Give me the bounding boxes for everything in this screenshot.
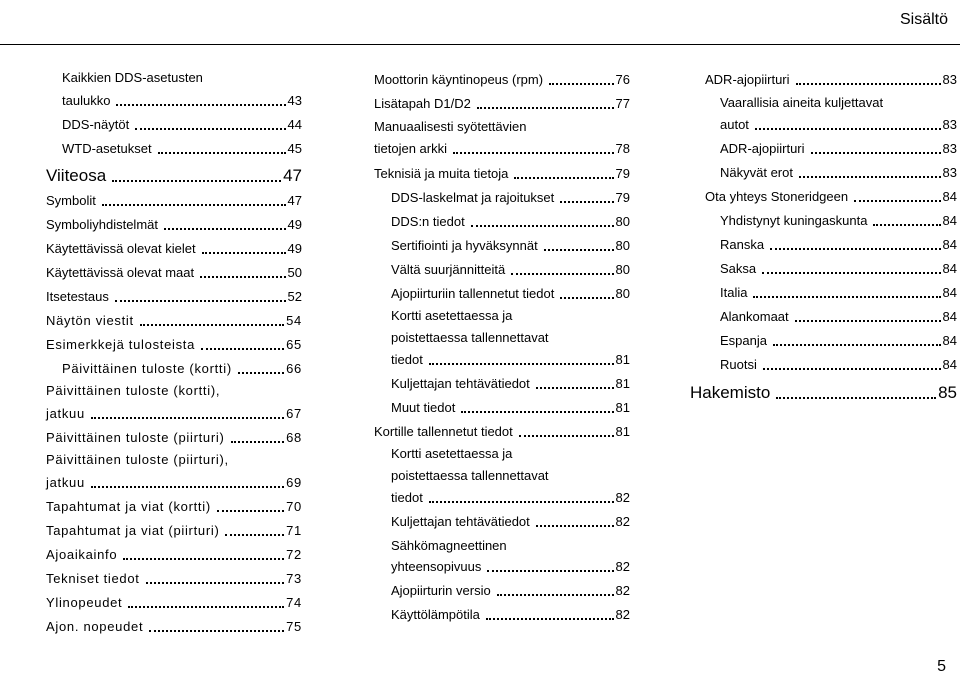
toc-entry[interactable]: Symboliyhdistelmät 49 xyxy=(46,217,302,232)
toc-entry[interactable]: ADR-ajopiirturi 83 xyxy=(720,141,957,156)
page-ref: 54 xyxy=(286,313,302,328)
page-ref: 79 xyxy=(615,190,630,205)
toc-entry[interactable]: Kuljettajan tehtävätiedot 82 xyxy=(391,514,630,529)
page-ref: 66 xyxy=(286,361,302,376)
toc-entry[interactable]: Sertifiointi ja hyväksynnät 80 xyxy=(391,238,630,253)
toc-entry[interactable]: DDS:n tiedot 80 xyxy=(391,214,630,229)
dot-leader xyxy=(519,435,614,437)
toc-entry-line: Vaarallisia aineita kuljettavat xyxy=(720,95,884,110)
page-ref: 84 xyxy=(942,261,957,276)
dot-leader xyxy=(770,248,940,250)
toc-entry[interactable]: Päivittäinen tuloste (piirturi) 68 xyxy=(46,430,302,445)
dot-leader xyxy=(200,276,285,278)
dot-leader xyxy=(776,397,936,399)
dot-leader xyxy=(225,534,284,536)
dot-leader xyxy=(453,152,614,154)
toc-entry-line: Kortti asetettaessa ja xyxy=(391,308,513,323)
page-ref: 77 xyxy=(615,96,630,111)
dot-leader xyxy=(753,296,940,298)
toc-entry[interactable]: Tekniset tiedot 73 xyxy=(46,571,302,586)
page-ref: 82 xyxy=(615,559,630,574)
toc-entry[interactable]: Käytettävissä olevat maat 50 xyxy=(46,265,302,280)
page-ref: 84 xyxy=(942,309,957,324)
page-ref: 83 xyxy=(942,117,957,132)
page-ref: 81 xyxy=(615,400,630,415)
page-ref: 80 xyxy=(615,286,630,301)
page-ref: 82 xyxy=(615,583,630,598)
page-ref: 80 xyxy=(615,214,630,229)
toc-entry[interactable]: Espanja 84 xyxy=(720,333,957,348)
page-ref: 83 xyxy=(942,72,957,87)
page-ref: 73 xyxy=(286,571,302,586)
toc-entry[interactable]: tietojen arkki 78 xyxy=(374,141,630,156)
toc-entry[interactable]: Esimerkkejä tulosteista 65 xyxy=(46,337,302,352)
dot-leader xyxy=(91,486,284,488)
dot-leader xyxy=(854,200,940,202)
page-ref: 67 xyxy=(286,406,302,421)
page-ref: 72 xyxy=(286,547,302,562)
dot-leader xyxy=(115,300,286,302)
toc-entry-line: Sähkömagneettinen xyxy=(391,538,507,553)
page-ref: 69 xyxy=(286,475,302,490)
toc-entry[interactable]: Tapahtumat ja viat (piirturi) 71 xyxy=(46,523,302,538)
toc-entry-line: Päivittäinen tuloste (piirturi), xyxy=(46,452,229,467)
toc-entry[interactable]: Itsetestaus 52 xyxy=(46,289,302,304)
toc-entry[interactable]: DDS-laskelmat ja rajoitukset 79 xyxy=(391,190,630,205)
toc-entry[interactable]: Käyttölämpötila 82 xyxy=(391,607,630,622)
dot-leader xyxy=(201,348,284,350)
toc-entry-line: Manuaalisesti syötettävien xyxy=(374,119,527,134)
dot-leader xyxy=(763,368,941,370)
dot-leader xyxy=(202,252,286,254)
toc-entry[interactable]: jatkuu 69 xyxy=(46,475,302,490)
dot-leader xyxy=(511,273,613,275)
toc-entry[interactable]: Vältä suurjännitteitä 80 xyxy=(391,262,630,277)
dot-leader xyxy=(762,272,940,274)
toc-entry[interactable]: Ruotsi 84 xyxy=(720,357,957,372)
page-ref: 78 xyxy=(615,141,630,156)
page-ref: 84 xyxy=(942,285,957,300)
toc-entry-line: Päivittäinen tuloste (kortti), xyxy=(46,383,221,398)
toc-entry[interactable]: ADR-ajopiirturi 83 xyxy=(705,72,957,87)
page-ref: 84 xyxy=(942,333,957,348)
toc-entry[interactable]: Ota yhteys Stoneridgeen 84 xyxy=(705,189,957,204)
dot-leader xyxy=(217,510,284,512)
page-ref: 81 xyxy=(615,352,630,367)
page-ref: 83 xyxy=(942,165,957,180)
toc-entry[interactable]: taulukko 43 xyxy=(62,93,302,108)
toc-entry-line: poistettaessa tallennettavat xyxy=(391,330,549,345)
dot-leader xyxy=(140,324,284,326)
toc-entry[interactable]: Ajopiirturiin tallennetut tiedot 80 xyxy=(391,286,630,301)
toc-entry[interactable]: Lisätapah D1/D2 77 xyxy=(374,96,630,111)
toc-entry[interactable]: jatkuu 67 xyxy=(46,406,302,421)
dot-leader xyxy=(799,176,941,178)
toc-entry[interactable]: Ajopiirturin versio 82 xyxy=(391,583,630,598)
toc-entry[interactable]: Saksa 84 xyxy=(720,261,957,276)
dot-leader xyxy=(116,104,285,106)
page-ref: 82 xyxy=(615,607,630,622)
page-number: 5 xyxy=(937,658,946,675)
dot-leader xyxy=(549,83,613,85)
toc-entry[interactable]: Näytön viestit 54 xyxy=(46,313,302,328)
dot-leader xyxy=(471,225,614,227)
toc-entry[interactable]: yhteensopivuus 82 xyxy=(391,559,630,574)
toc-entry[interactable]: Tapahtumat ja viat (kortti) 70 xyxy=(46,499,302,514)
dot-leader xyxy=(811,152,941,154)
dot-leader xyxy=(164,228,286,230)
page-ref: 44 xyxy=(287,117,302,132)
dot-leader xyxy=(560,201,613,203)
dot-leader xyxy=(514,177,613,179)
dot-leader xyxy=(102,204,286,206)
page-ref: 81 xyxy=(615,424,630,439)
dot-leader xyxy=(536,387,614,389)
toc-entry[interactable]: Teknisiä ja muita tietoja 79 xyxy=(374,166,630,181)
toc-chapter-entry[interactable]: Viiteosa 47 xyxy=(46,166,302,185)
page-ref: 82 xyxy=(615,490,630,505)
header-rule xyxy=(0,44,960,45)
toc-entry[interactable]: WTD-asetukset 45 xyxy=(62,141,302,156)
toc-entry[interactable]: autot 83 xyxy=(720,117,957,132)
page-ref: 65 xyxy=(286,337,302,352)
page-ref: 81 xyxy=(615,376,630,391)
dot-leader xyxy=(873,224,940,226)
dot-leader xyxy=(536,525,614,527)
page-ref: 82 xyxy=(615,514,630,529)
dot-leader xyxy=(238,372,284,374)
toc-entry[interactable]: Käytettävissä olevat kielet 49 xyxy=(46,241,302,256)
dot-leader xyxy=(795,320,941,322)
page-ref: 74 xyxy=(286,595,302,610)
page-ref: 80 xyxy=(615,262,630,277)
toc-entry[interactable]: DDS-näytöt 44 xyxy=(62,117,302,132)
dot-leader xyxy=(544,249,614,251)
toc-entry[interactable]: Kortille tallennetut tiedot 81 xyxy=(374,424,630,439)
page-ref: 49 xyxy=(287,217,302,232)
toc-entry[interactable]: Ajon. nopeudet 75 xyxy=(46,619,302,634)
page-ref: 80 xyxy=(615,238,630,253)
dot-leader xyxy=(149,630,284,632)
page-ref: 84 xyxy=(942,237,957,252)
toc-chapter-entry[interactable]: Hakemisto 85 xyxy=(690,383,957,402)
dot-leader xyxy=(128,606,284,608)
page-ref: 75 xyxy=(286,619,302,634)
page-ref: 47 xyxy=(283,166,302,185)
page-ref: 79 xyxy=(615,166,630,181)
toc-entry[interactable]: Alankomaat 84 xyxy=(720,309,957,324)
dot-leader xyxy=(755,128,941,130)
page-ref: 45 xyxy=(287,141,302,156)
toc-entry[interactable]: Päivittäinen tuloste (kortti) 66 xyxy=(62,361,302,376)
page-ref: 85 xyxy=(938,383,957,402)
page-ref: 76 xyxy=(615,72,630,87)
page-ref: 47 xyxy=(287,193,302,208)
toc-entry-line: Kortti asetettaessa ja xyxy=(391,446,513,461)
toc-entry[interactable]: tiedot 81 xyxy=(391,352,630,367)
toc-entry[interactable]: Italia 84 xyxy=(720,285,957,300)
toc-entry[interactable]: Moottorin käyntinopeus (rpm) 76 xyxy=(374,72,630,87)
dot-leader xyxy=(158,152,286,154)
page-ref: 68 xyxy=(286,430,302,445)
dot-leader xyxy=(477,107,614,109)
dot-leader xyxy=(497,594,614,596)
dot-leader xyxy=(91,417,284,419)
toc-entry[interactable]: Ajoaikainfo 72 xyxy=(46,547,302,562)
page-ref: 49 xyxy=(287,241,302,256)
toc-entry[interactable]: Yhdistynyt kuningaskunta 84 xyxy=(720,213,957,228)
section-title: Sisältö xyxy=(899,11,948,28)
page-ref: 70 xyxy=(286,499,302,514)
page-ref: 71 xyxy=(286,523,302,538)
toc-entry[interactable]: Kuljettajan tehtävätiedot 81 xyxy=(391,376,630,391)
dot-leader xyxy=(773,344,941,346)
page-ref: 84 xyxy=(942,189,957,204)
dot-leader xyxy=(487,570,613,572)
dot-leader xyxy=(429,501,614,503)
toc-entry[interactable]: Muut tiedot 81 xyxy=(391,400,630,415)
page-ref: 52 xyxy=(287,289,302,304)
toc-entry[interactable]: Ranska 84 xyxy=(720,237,957,252)
page-ref: 84 xyxy=(942,213,957,228)
page-ref: 50 xyxy=(287,265,302,280)
toc-entry-line: Kaikkien DDS-asetusten xyxy=(62,70,203,85)
toc-entry[interactable]: Symbolit 47 xyxy=(46,193,302,208)
dot-leader xyxy=(560,297,613,299)
toc-entry[interactable]: Näkyvät erot 83 xyxy=(720,165,957,180)
dot-leader xyxy=(796,83,941,85)
dot-leader xyxy=(231,441,285,443)
dot-leader xyxy=(146,582,285,584)
page-ref: 83 xyxy=(942,141,957,156)
dot-leader xyxy=(135,128,285,130)
dot-leader xyxy=(429,363,614,365)
page-ref: 43 xyxy=(287,93,302,108)
dot-leader xyxy=(486,618,614,620)
dot-leader xyxy=(112,180,281,182)
toc-entry[interactable]: tiedot 82 xyxy=(391,490,630,505)
toc-entry-line: poistettaessa tallennettavat xyxy=(391,468,549,483)
dot-leader xyxy=(123,558,284,560)
page-ref: 84 xyxy=(942,357,957,372)
dot-leader xyxy=(461,411,613,413)
toc-entry[interactable]: Ylinopeudet 74 xyxy=(46,595,302,610)
